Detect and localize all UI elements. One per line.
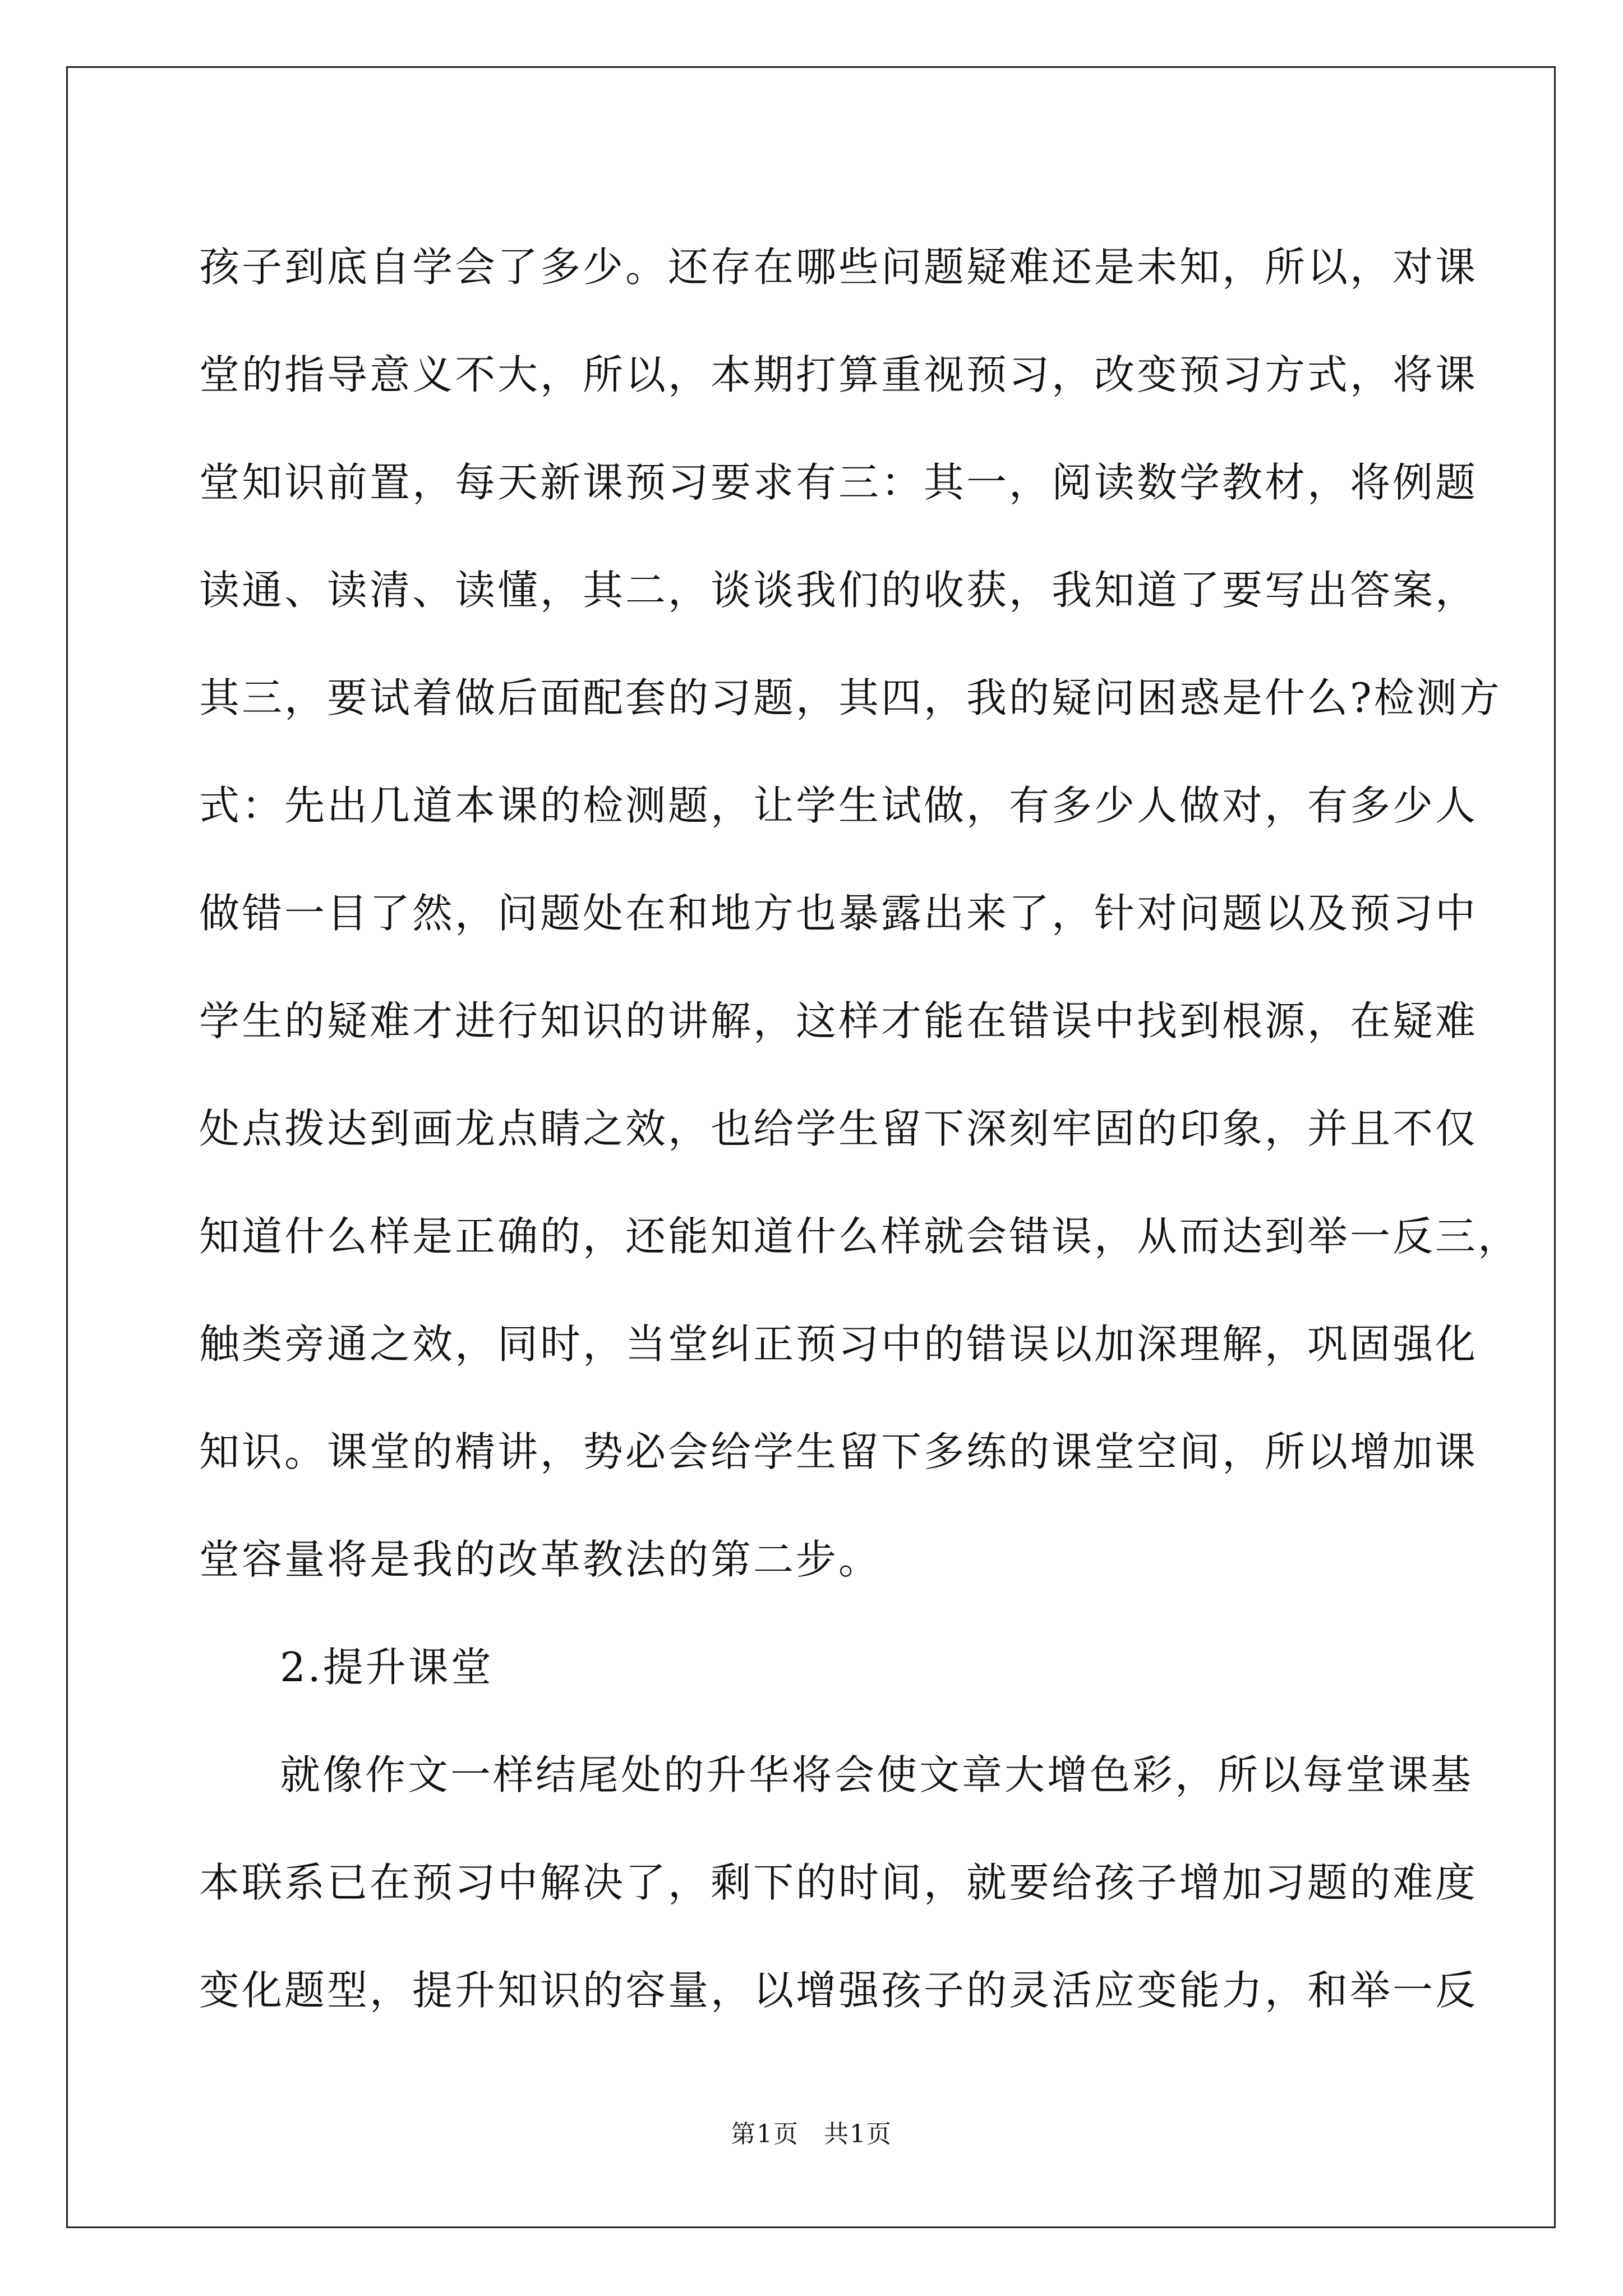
paragraph-line: 知识。课堂的精讲，势必会给学生留下多练的课堂空间，所以增加课 [199, 1428, 1478, 1475]
paragraph-line: 学生的疑难才进行知识的讲解，这样才能在错误中找到根源，在疑难 [199, 997, 1478, 1045]
paragraph-line: 变化题型，提升知识的容量，以增强孩子的灵活应变能力，和举一反 [199, 1967, 1478, 2014]
paragraph-line: 式：先出几道本课的检测题，让学生试做，有多少人做对，有多少人 [199, 782, 1478, 829]
paragraph-line: 堂容量将是我的改革教法的第二步。 [199, 1536, 882, 1583]
paragraph-line: 知道什么样是正确的，还能知道什么样就会错误，从而达到举一反三， [199, 1213, 1521, 1260]
paragraph-line: 读通、读清、读懂，其二，谈谈我们的收获，我知道了要写出答案， [199, 567, 1478, 614]
paragraph-line: 其三，要试着做后面配套的习题，其四，我的疑问困惑是什么?检测方 [199, 674, 1502, 721]
paragraph-line: 堂的指导意义不大，所以，本期打算重视预习，改变预习方式，将课 [199, 351, 1478, 398]
paragraph-line: 做错一目了然，问题处在和地方也暴露出来了，针对问题以及预习中 [199, 890, 1478, 937]
paragraph-line: 就像作文一样结尾处的升华将会使文章大增色彩，所以每堂课基 [280, 1751, 1474, 1798]
page-total: 共1页 [824, 2120, 892, 2148]
paragraph-line: 处点拨达到画龙点睛之效，也给学生留下深刻牢固的印象，并且不仅 [199, 1105, 1478, 1152]
section-heading: 2.提升课堂 [280, 1644, 494, 1691]
document-body [199, 213, 1521, 2044]
page-footer [0, 2118, 1623, 2151]
paragraph-line: 本联系已在预习中解决了，剩下的时间，就要给孩子增加习题的难度 [199, 1859, 1478, 1906]
paragraph-line: 触类旁通之效，同时，当堂纠正预习中的错误以加深理解，巩固强化 [199, 1320, 1478, 1368]
paragraph-line: 孩子到底自学会了多少。还存在哪些问题疑难还是未知，所以，对课 [199, 243, 1478, 291]
page-number: 第1页 [731, 2120, 799, 2148]
paragraph-line: 堂知识前置，每天新课预习要求有三：其一，阅读数学教材，将例题 [199, 459, 1478, 506]
